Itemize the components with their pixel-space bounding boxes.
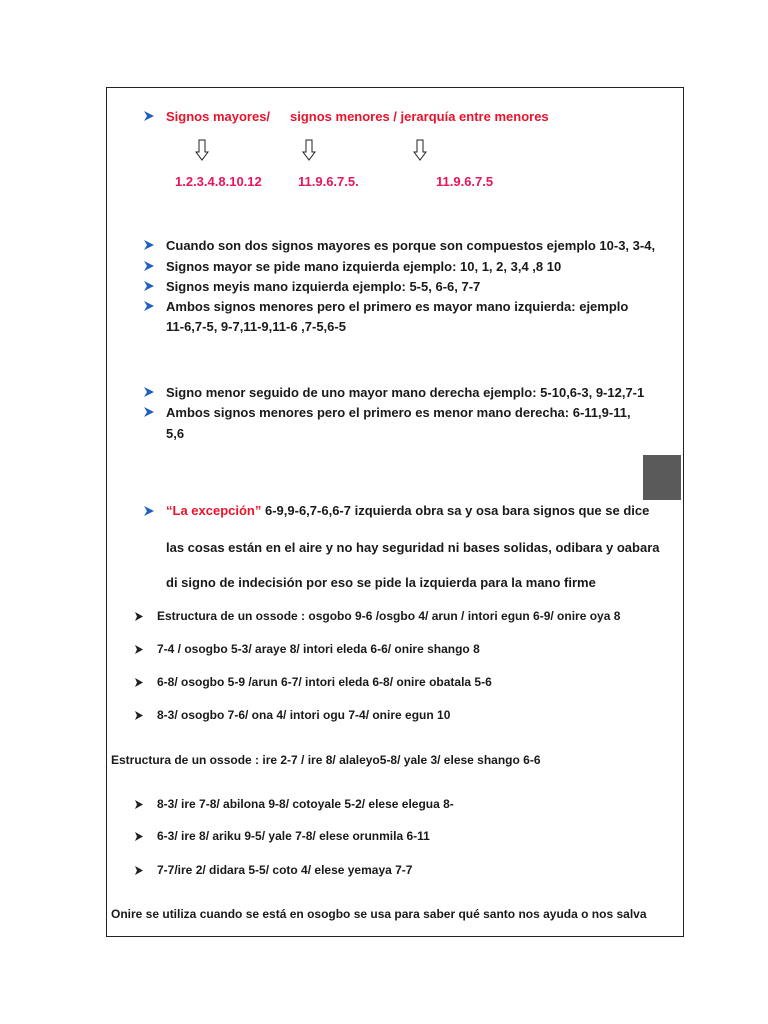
- bullet-arrow-icon: [134, 865, 144, 876]
- down-arrow-icon: [302, 139, 316, 161]
- bullet-arrow-icon: [143, 260, 155, 272]
- exception-text: 6-9,9-6,7-6,6-7 izquierda obra sa y osa bara signos que se dice: [261, 503, 650, 518]
- bullet-arrow-icon: [134, 799, 144, 810]
- exception-quote: “La excepción”: [166, 503, 262, 518]
- ossode-line: 7-7/ire 2/ didara 5-5/ coto 4/ elese yemaya 7-7: [157, 863, 413, 877]
- bullet-arrow-icon: [143, 406, 155, 418]
- bullet-text-continued: 5,6: [166, 426, 185, 441]
- bullet-text: Signos mayor se pide mano izquierda ejemplo: 10, 1, 2, 3,4 ,8 10: [166, 259, 562, 274]
- bullet-arrow-icon: [134, 611, 144, 622]
- bullet-arrow-icon: [134, 710, 144, 721]
- bullet-arrow-icon: [143, 505, 155, 517]
- bullet-arrow-icon: [134, 677, 144, 688]
- bullet-text: Signos meyis mano izquierda ejemplo: 5-5, 6-6, 7-7: [166, 279, 481, 294]
- sequence-minor: 11.9.6.7.5.: [298, 174, 359, 189]
- bullet-text: Cuando son dos signos mayores es porque son compuestos ejemplo 10-3, 3-4,: [166, 238, 656, 253]
- ossode-line: 6-3/ ire 8/ ariku 9-5/ yale 7-8/ elese orunmila 6-11: [157, 829, 430, 843]
- ossode-line: 8-3/ osogbo 7-6/ ona 4/ intori ogu 7-4/ onire egun 10: [157, 708, 451, 722]
- ossode-line: 6-8/ osogbo 5-9 /arun 6-7/ intori eleda 6-8/ onire obatala 5-6: [157, 675, 492, 689]
- footer-note: Onire se utiliza cuando se está en osogbo se usa para saber qué santo nos ayuda o nos salva: [111, 907, 647, 921]
- ossode-line: 8-3/ ire 7-8/ abilona 9-8/ cotoyale 5-2/ elese elegua 8-: [157, 797, 454, 811]
- bullet-text-continued: 11-6,7-5, 9-7,11-9,11-6 ,7-5,6-5: [166, 319, 346, 334]
- bullet-arrow-icon: [143, 239, 155, 251]
- sequence-hierarchy: 11.9.6.7.5: [436, 174, 494, 189]
- header-col1: Signos mayores/: [166, 109, 271, 124]
- bullet-arrow-icon: [143, 280, 155, 292]
- bullet-arrow-icon: [134, 644, 144, 655]
- bullet-arrow-icon: [134, 831, 144, 842]
- ossode-line: Estructura de un ossode : osgobo 9-6 /osgbo 4/ arun / intori egun 6-9/ onire oya 8: [157, 609, 621, 623]
- down-arrow-icon: [413, 139, 427, 161]
- down-arrow-icon: [195, 139, 209, 161]
- ossode-title: Estructura de un ossode : ire 2-7 / ire 8/ alaleyo5-8/ yale 3/ elese shango 6-6: [111, 753, 541, 767]
- header-col2: signos menores / jerarquía entre menores: [290, 109, 549, 124]
- bullet-text: Ambos signos menores pero el primero es menor mano derecha: 6-11,9-11,: [166, 405, 631, 420]
- bullet-arrow-icon: [143, 300, 155, 312]
- bullet-text: Signo menor seguido de uno mayor mano derecha ejemplo: 5-10,6-3, 9-12,7-1: [166, 385, 645, 400]
- gray-block: [643, 455, 681, 500]
- ossode-line: 7-4 / osogbo 5-3/ araye 8/ intori eleda 6-6/ onire shango 8: [157, 642, 480, 656]
- sequence-major: 1.2.3.4.8.10.12: [175, 174, 262, 189]
- exception-line: di signo de indecisión por eso se pide la izquierda para la mano firme: [166, 575, 596, 590]
- bullet-arrow-icon: [143, 110, 155, 122]
- exception-line: las cosas están en el aire y no hay seguridad ni bases solidas, odibara y oabara: [166, 540, 660, 555]
- exception-line: [166, 503, 649, 518]
- bullet-arrow-icon: [143, 386, 155, 398]
- bullet-text: Ambos signos menores pero el primero es mayor mano izquierda: ejemplo: [166, 299, 629, 314]
